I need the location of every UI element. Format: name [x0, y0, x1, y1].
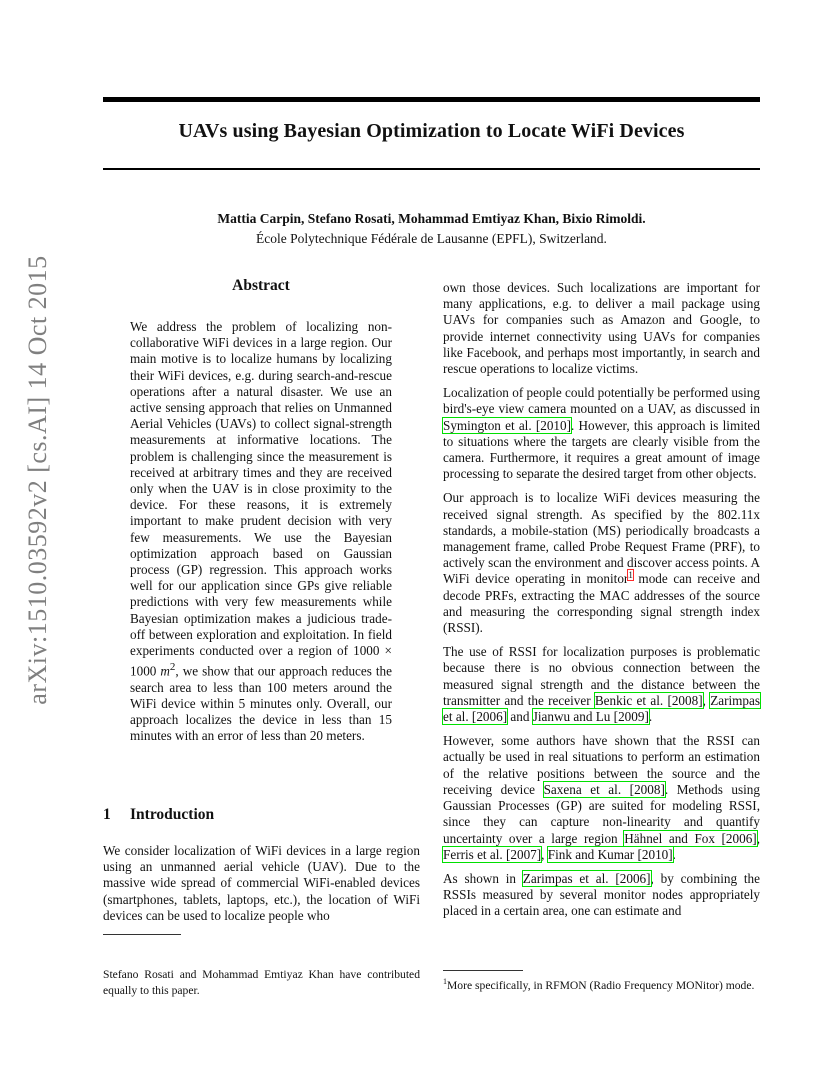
footnote-number: 1: [443, 977, 447, 986]
left-footnote: Stefano Rosati and Mohammad Emtiyaz Khan have contributed equally to this paper.: [103, 968, 420, 997]
citation-link[interactable]: Symington et al. [2010]: [443, 417, 572, 433]
text-span: .: [648, 709, 653, 725]
citation-link[interactable]: Ferris et al. [2007]: [443, 846, 542, 862]
text-span: Localization of people could potentially be performed using bird's-eye view camera mounted on a UAV, as discussed in: [443, 385, 760, 417]
text-span: . Methods using Gaussian Processes (GP) are suited for modeling RSSI, since they can capture non-linearity and quantify uncertainty over a large region: [443, 781, 760, 846]
text-span: Our approach is to localize WiFi devices measuring the received signal strength. As specified by the 802.11x standards, a mobile-station (MS) periodically broadcasts a management frame, called Probe Request Frame (PRF), to actively scan the environment and discover access points. A WiFi device operating in monitor: [443, 490, 760, 587]
abstract-heading: Abstract: [232, 277, 290, 294]
paragraph-rssi-problem: [443, 644, 760, 725]
text-span: The use of RSSI for localization purposes is problematic because there is no obvious connection between the measured signal strength and the distance between the transmitter and the receiver: [443, 644, 760, 708]
left-footnote-rule: [103, 934, 181, 935]
affiliation: École Polytechnique Fédérale de Lausanne (EPFL), Switzerland.: [256, 231, 607, 246]
paragraph-applications: own those devices. Such localizations are important for many applications, e.g. to deliver a mail package using UAVs for companies such as Amazon and Google, to provide internet connectivity using UAVs for companies like Facebook, and perhaps most importantly, in search and rescue operations to localize victims.: [443, 280, 760, 377]
citation-link[interactable]: Hähnel and Fox [2006]: [624, 830, 757, 846]
footnote-text: More specifically, in RFMON (Radio Frequency MONitor) mode.: [447, 978, 755, 992]
text-span: ,: [702, 692, 711, 708]
section-number: 1: [103, 806, 111, 823]
right-footnote: [443, 974, 760, 993]
text-span: mode can receive and decode PRFs, extracting the MAC addresses of the source and measuring the corresponding signal strength index (RSSI).: [443, 571, 761, 636]
abstract-text-part1: We address the problem of localizing non-collaborative WiFi devices in a large region. Our main motive is to localize humans by localizing their WiFi devices, e.g. during search-and-rescue operations after a natural disaster. We use an active sensing approach that relies on Unmanned Aerial Vehicles (UAVs) to collect signal-strength measurements at informative locations. The problem is challenging since the measurement is received at arbitrary times and they are received only when the UAV is in close proximity to the device. For these reasons, it is extremely important to make prudent decision with very few measurements. We use the Bayesian optimization approach based on Gaussian process (GP) regression. This approach works well for our application since GPs give reliable predictions with very few measurements while Bayesian optimization makes a judicious trade-off between exploration and exploitation. In field experiments conducted over a region of 1000 × 1000: [130, 319, 392, 679]
arxiv-identifier: arXiv:1510.03592v2 [cs.AI] 14 Oct 2015: [23, 255, 52, 705]
section-heading-introduction: [103, 806, 423, 824]
author-list: Mattia Carpin, Stefano Rosati, Mohammad Emtiyaz Khan, Bixio Rimoldi.: [217, 211, 646, 226]
text-span: .: [672, 846, 676, 862]
right-column: [443, 280, 760, 928]
paper-title: UAVs using Bayesian Optimization to Locate WiFi Devices: [178, 120, 685, 142]
paragraph-camera-localization: [443, 385, 760, 482]
citation-link[interactable]: Fink and Kumar [2010]: [547, 846, 673, 862]
right-footnote-rule: [443, 970, 523, 971]
section-title: Introduction: [130, 806, 215, 823]
text-span: As shown in: [443, 870, 523, 886]
paragraph-gp-methods: [443, 733, 760, 863]
text-span: ,: [756, 830, 760, 846]
paragraph-approach: [443, 490, 760, 636]
abstract-body: [130, 319, 392, 745]
abstract-text-part2: , we show that our approach reduces the search area to less than 100 meters around the WiFi device within 5 minutes only. Overall, our approach localizes the device in less than 15 minutes with an error of less than 20 meters.: [130, 663, 392, 744]
title-bottom-rule: [103, 168, 760, 170]
text-span: and: [507, 709, 533, 725]
title-top-rule: [103, 97, 760, 102]
abstract-math-exponent: 2: [169, 661, 176, 674]
introduction-paragraph: We consider localization of WiFi devices in a large region using an unmanned aerial vehicle (UAV). Due to the massive wide spread of commercial WiFi-enabled devices (smartphones, tablets, laptops, etc.), the location of WiFi devices can be used to localize people who: [103, 843, 420, 923]
citation-link[interactable]: Benkic et al. [2008]: [594, 692, 703, 708]
abstract-math-unit: m: [160, 663, 170, 679]
text-span: . However, this approach is limited to situations where the targets are clearly visible from the camera. Furthermore, it requires a great amount of image processing to separate the desired target from other objects.: [443, 417, 760, 482]
paragraph-combining-rssi: [443, 871, 760, 920]
text-span: ,: [541, 846, 548, 862]
text-span: , by combining the RSSIs measured by several monitor nodes appropriately placed in a certain area, one can estimate and: [443, 870, 760, 919]
citation-link[interactable]: Jianwu and Lu [2009]: [532, 709, 649, 725]
text-span: However, some authors have shown that the RSSI can actually be used in real situations to perform an estimation of the relative positions between the source and the receiving device: [443, 733, 760, 797]
footnote-link[interactable]: 1: [628, 570, 633, 581]
citation-link[interactable]: Zarimpas et al. [2006]: [522, 870, 651, 886]
citation-link[interactable]: Zarimpas et al. [2006]: [443, 692, 761, 725]
citation-link[interactable]: Saxena et al. [2008]: [543, 781, 665, 797]
